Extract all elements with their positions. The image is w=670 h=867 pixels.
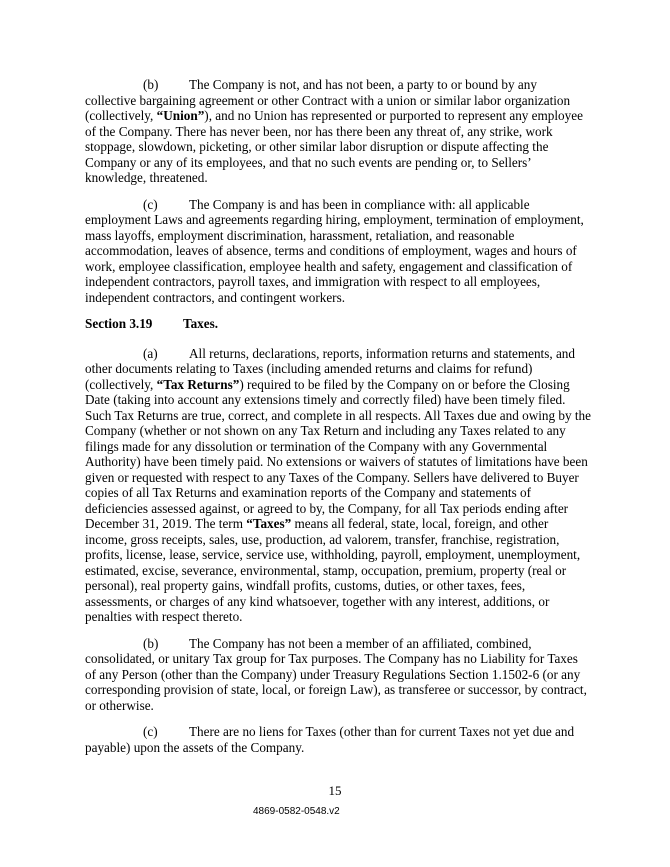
paragraph-label: (c): [143, 196, 158, 212]
paragraph-tax-returns: [85, 346, 591, 625]
paragraph-label: (b): [143, 635, 159, 651]
paragraph-text: There are no liens for Taxes (other than for current Taxes not yet due and payable) upon the assets of the Company.: [85, 724, 575, 755]
document-page: [85, 77, 591, 766]
section-title: Taxes.: [183, 316, 219, 331]
paragraph-text: The Company is not, and has not been, a party to or bound by any collective bargaining agreement or other Contract with a union or similar labor organization (collectively,: [85, 77, 571, 123]
paragraph-text: means all federal, state, local, foreign, and other income, gross receipts, sales, use, production, ad valorem, transfer, franchise, registration, profits, license, lease, service, service use, withholding, payroll, employment, unemployment, estimated, excise, severance, environmental, stamp, occupation, premium, property (real or personal), real property gains, windfall profits, customs, duties, or other taxes, fees, assessments, or charges of any kind whatsoever, together with any interest, additions, or penalties with respect thereto.: [85, 516, 581, 624]
paragraph-text: ), and no Union has represented or purported to represent any employee of the Company. There has never been, nor has there been any threat of, any strike, work stoppage, slowdown, picketing, or other similar labor disruption or dispute affecting the Company or any of its employees, and that no such events are pending or, to Sellers’ knowledge, threatened.: [85, 108, 583, 185]
paragraph-text: ) required to be filed by the Company on or before the Closing Date (taking into account any extensions timely and correctly filed) have been timely filed. Such Tax Returns are true, correct, and complete in all respects. All Taxes due and owing by the Company (whether or not shown on any Tax Return and including any Taxes related to any filings made for any dissolution or termination of the Company with any Governmental Authority) have been timely paid. No extensions or waivers of statutes of limitations have been given or requested with respect to any Taxes of the Company. Sellers have delivered to Buyer copies of all Tax Returns and examination reports of the Company and statements of deficiencies assessed against, or agreed to by, the Company, for all Tax periods ending after December 31, 2019. The term: [85, 376, 591, 531]
paragraph-text: The Company is and has been in compliance with: all applicable employment Laws and agreements regarding hiring, employment, termination of employment, mass layoffs, employment discrimination, harassment, retaliation, and reasonable accommodation, leaves of absence, terms and conditions of employment, wages and hours of work, employee classification, employee health and safety, engagement and classification of independent contractors, payroll taxes, and immigration with respect to all employees, independent contractors, and contingent workers.: [85, 196, 584, 305]
defined-term-taxes: “Taxes”: [246, 516, 292, 531]
paragraph-text: The Company has not been a member of an affiliated, combined, consolidated, or unitary Tax group for Tax purposes. The Company has no Liability for Taxes of any Person (other than the Company) under Treasury Regulations Section 1.1502-6 (or any corresponding provision of state, local, or foreign Law), as transferee or successor, by contract, or otherwise.: [85, 635, 587, 713]
paragraph-employment-compliance: [85, 197, 591, 306]
page-number: 15: [328, 783, 342, 798]
paragraph-label: (b): [143, 77, 159, 92]
paragraph-text: All returns, declarations, reports, information returns and statements, and other documents relating to Taxes (including amended returns and claims for refund) (collectively,: [85, 345, 575, 392]
paragraph-tax-liens: [85, 724, 591, 755]
section-number: Section 3.19: [85, 316, 153, 331]
doc-id-footer: 4869-0582-0548.v2: [253, 806, 340, 817]
paragraph-label: (a): [143, 345, 158, 361]
paragraph-labor-union: [85, 77, 591, 186]
paragraph-label: (c): [143, 724, 158, 739]
defined-term-tax-returns: “Tax Returns”: [156, 376, 240, 392]
section-heading-taxes: [85, 316, 591, 332]
defined-term-union: “Union”: [156, 108, 205, 123]
paragraph-tax-group: [85, 636, 591, 714]
